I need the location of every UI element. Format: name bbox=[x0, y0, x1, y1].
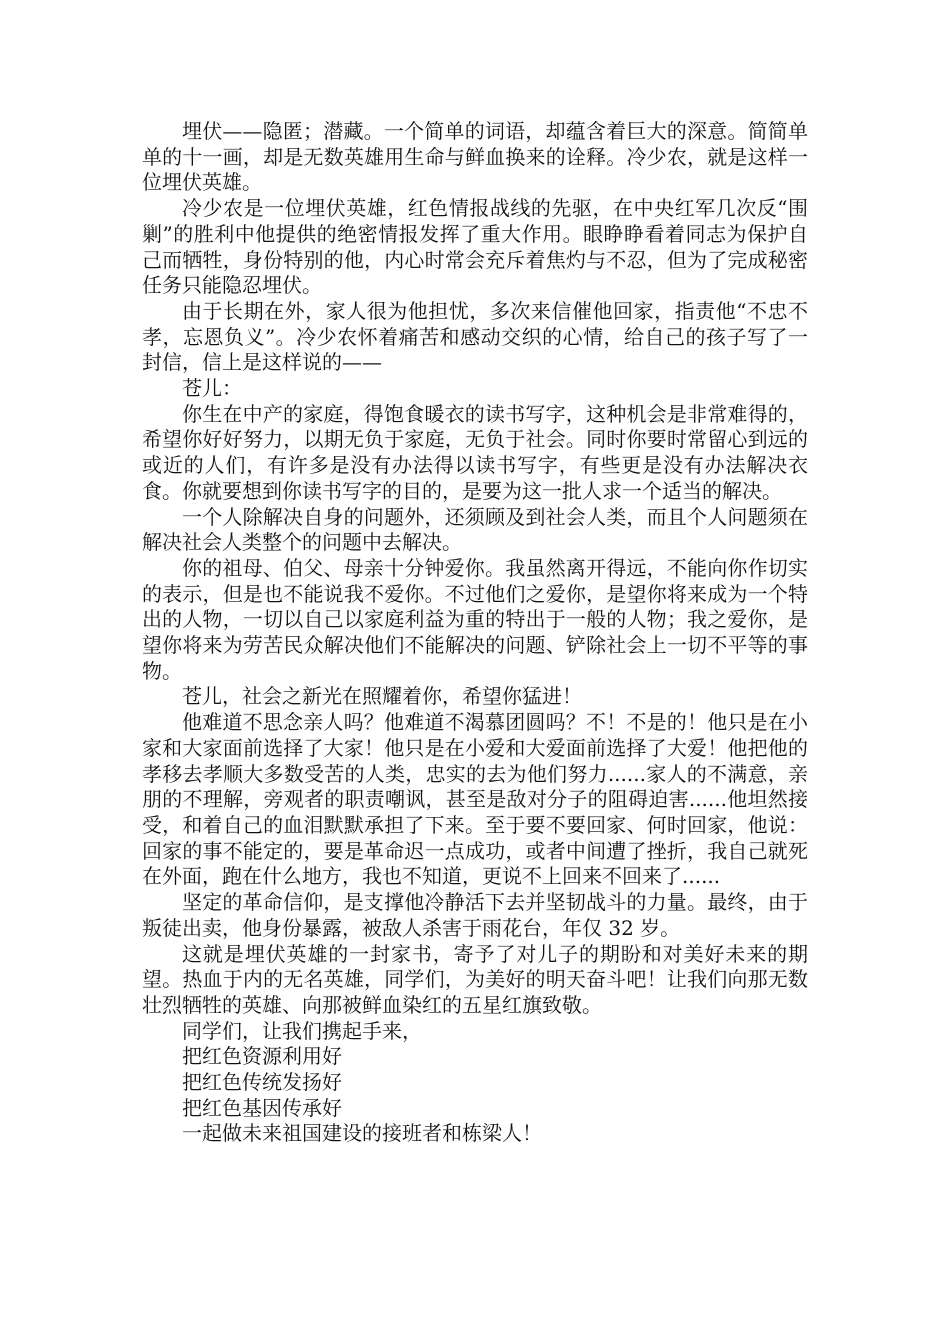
paragraph: 他难道不思念亲人吗？他难道不渴慕团圆吗？不！不是的！他只是在小家和大家面前选择了大家！他只是在小爱和大爱面前选择了大爱！他把他的孝移去孝顺大多数受苦的人类，忠实的去为他们努力......家人的不满意，亲朋的不理解，旁观者的职责嘲讽，甚至是敌对分子的阻碍迫害......他坦然接受，和着自己的血泪默默承担了下来。至于要不要回家、何时回家，他说：回家的事不能定的，要是革命迟一点成功，或者中间遭了挫折，我自己就死在外面，跑在什么地方，我也不知道，更说不上回来不回来了...... bbox=[142, 710, 808, 889]
call-to-action-line: 把红色资源利用好 bbox=[182, 1044, 342, 1069]
paragraph: 这就是埋伏英雄的一封家书，寄予了对儿子的期盼和对美好未来的期望。热血于内的无名英雄，同学们，为美好的明天奋斗吧！让我们向那无数壮烈牺牲的英雄、向那被鲜血染红的五星红旗致敬。 bbox=[142, 941, 808, 1017]
paragraph: 坚定的革命信仰，是支撑他冷静活下去并坚韧战斗的力量。最终，由于叛徒出卖，他身份暴露，被敌人杀害于雨花台，年仅 32 岁。 bbox=[142, 890, 808, 940]
document-body bbox=[142, 119, 808, 1147]
letter-paragraph: 你生在中产的家庭，得饱食暖衣的读书写字，这种机会是非常难得的，希望你好好努力，以期无负于家庭，无负于社会。同时你要时常留心到远的或近的人们，有许多是没有办法得以读书写字，有些更是没有办法解决衣食。你就要想到你读书写字的目的，是要为这一批人求一个适当的解决。 bbox=[142, 401, 808, 503]
call-to-action-line: 同学们，让我们携起手来， bbox=[182, 1018, 422, 1043]
call-to-action-line: 把红色基因传承好 bbox=[182, 1095, 342, 1120]
letter-paragraph: 你的祖母、伯父、母亲十分钟爱你。我虽然离开得远，不能向你作切实的表示，但是也不能说我不爱你。不过他们之爱你，是望你将来成为一个特出的人物，一切以自己以家庭利益为重的特出于一般的人物；我之爱你，是望你将来为劳苦民众解决他们不能解决的问题、铲除社会上一切不平等的事物。 bbox=[142, 555, 808, 683]
letter-paragraph: 一个人除解决自身的问题外，还须顾及到社会人类，而且个人问题须在解决社会人类整个的问题中去解决。 bbox=[142, 504, 808, 555]
letter-salutation: 苍儿： bbox=[182, 376, 242, 401]
paragraph: 冷少农是一位埋伏英雄，红色情报战线的先驱，在中央红军几次反“围剿”的胜利中他提供的绝密情报发挥了重大作用。眼睁睁看着同志为保护自己而牺牲，身份特别的他，内心时常会充斥着焦灼与不忍，但为了完成秘密任务只能隐忍埋伏。 bbox=[142, 196, 808, 298]
letter-closing: 苍儿，社会之新光在照耀着你，希望你猛进！ bbox=[182, 684, 582, 709]
paragraph: 由于长期在外，家人很为他担忧，多次来信催他回家，指责他“不忠不孝，忘恩负义”。冷少农怀着痛苦和感动交织的心情，给自己的孩子写了一封信，信上是这样说的—— bbox=[142, 298, 808, 375]
call-to-action-line: 一起做未来祖国建设的接班者和栋梁人！ bbox=[182, 1121, 542, 1146]
paragraph: 埋伏——隐匿；潜藏。一个简单的词语，却蕴含着巨大的深意。简简单单的十一画，却是无数英雄用生命与鲜血换来的诠释。冷少农，就是这样一位埋伏英雄。 bbox=[142, 119, 808, 195]
call-to-action-line: 把红色传统发扬好 bbox=[182, 1070, 342, 1095]
